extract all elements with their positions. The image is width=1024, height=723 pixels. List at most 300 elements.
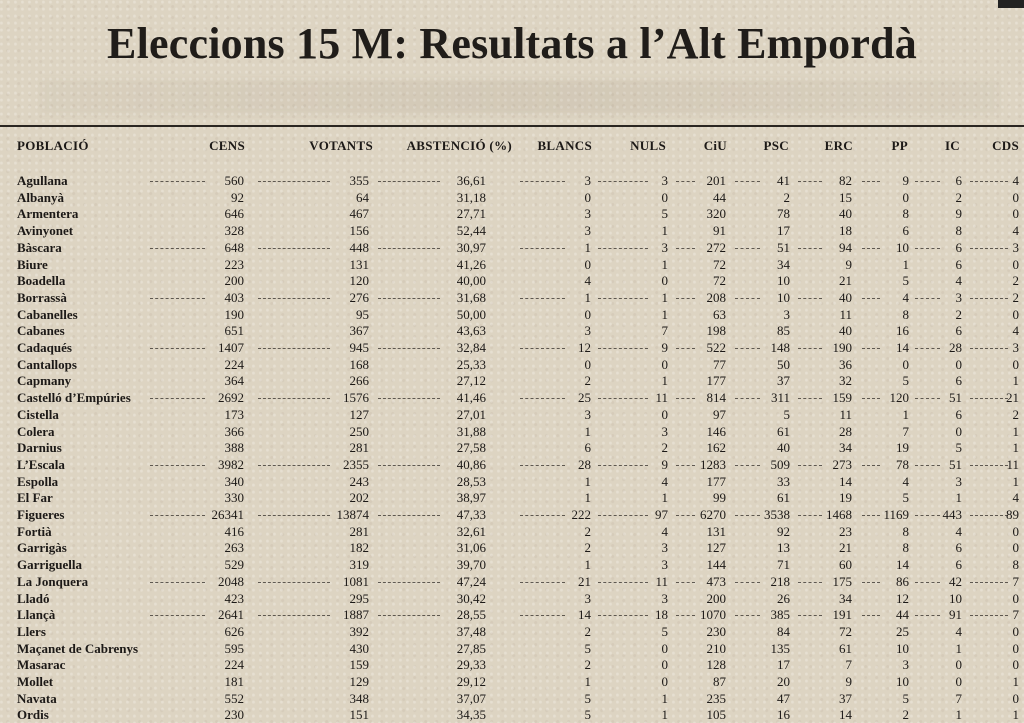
cell-erc: 7 xyxy=(845,657,852,673)
cell-votants: 281 xyxy=(349,440,369,456)
cell-abstencio: 31,18 xyxy=(456,189,486,205)
cell-cens: 223 xyxy=(224,256,244,272)
cell-abstencio: 27,71 xyxy=(456,206,486,222)
table-row xyxy=(0,172,1024,189)
cell-votants: 276 xyxy=(349,289,369,305)
cell-cens: 366 xyxy=(224,423,244,439)
cell-pp: 86 xyxy=(896,573,909,589)
cell-nuls: 0 xyxy=(661,674,668,689)
cell-cens: 651 xyxy=(224,323,244,339)
leader-line xyxy=(915,398,940,399)
cell-blancs: 4 xyxy=(584,273,591,289)
cell-abstencio: 41,46 xyxy=(456,390,486,406)
cell-blancs: 28 xyxy=(578,456,591,472)
cell-ic: 7 xyxy=(955,690,962,706)
cell-ciu: 473 xyxy=(706,573,726,589)
cell-psc: 34 xyxy=(777,256,790,272)
cell-nuls: 9 xyxy=(661,340,668,355)
table-row xyxy=(0,372,1024,389)
cell-ciu: 177 xyxy=(706,373,726,389)
cell-psc: 16 xyxy=(777,707,790,723)
cell-cds: 4 xyxy=(1012,323,1019,339)
cell-ciu: 144 xyxy=(706,557,726,573)
cell-psc: 218 xyxy=(770,573,790,589)
page-title: Eleccions 15 M: Resultats a l’Alt Empordà xyxy=(107,19,917,68)
cell-blancs: 14 xyxy=(578,607,591,623)
cell-erc: 15 xyxy=(839,189,852,205)
cell-cens: 416 xyxy=(224,523,244,539)
cell-votants: 266 xyxy=(349,373,369,389)
municipality-name: Espolla xyxy=(17,473,59,489)
cell-ic: 443 xyxy=(942,507,962,522)
cell-votants: 13874 xyxy=(336,507,369,522)
cell-cds: 3 xyxy=(1012,340,1019,355)
cell-blancs: 2 xyxy=(584,657,591,673)
leader-line xyxy=(915,248,940,249)
leader-line xyxy=(676,248,695,249)
leader-line xyxy=(258,465,330,466)
cell-pp: 5 xyxy=(902,273,909,289)
cell-ciu: 63 xyxy=(713,306,726,322)
cell-pp: 10 xyxy=(896,239,909,255)
cell-cens: 3982 xyxy=(218,456,244,472)
cell-psc: 71 xyxy=(777,557,790,573)
cell-erc: 21 xyxy=(839,540,852,556)
leader-line xyxy=(150,582,205,583)
cell-cds: 1 xyxy=(1012,440,1019,456)
cell-ic: 4 xyxy=(955,523,962,539)
leader-line xyxy=(150,298,205,299)
column-header-pp: PP xyxy=(891,138,908,153)
cell-votants: 348 xyxy=(349,690,369,706)
cell-psc: 3 xyxy=(783,306,790,322)
cell-cds: 11 xyxy=(1006,456,1019,472)
cell-cens: 648 xyxy=(224,239,244,255)
cell-erc: 40 xyxy=(839,289,852,305)
cell-pp: 19 xyxy=(896,440,909,456)
cell-pp: 16 xyxy=(896,323,909,339)
cell-pp: 8 xyxy=(902,523,909,539)
cell-blancs: 3 xyxy=(584,590,591,606)
cell-cens: 595 xyxy=(224,640,244,656)
cell-nuls: 3 xyxy=(661,557,668,573)
cell-abstencio: 27,58 xyxy=(456,440,486,456)
cell-ciu: 814 xyxy=(706,390,726,406)
leader-line xyxy=(676,465,695,466)
leader-line xyxy=(598,181,648,182)
leader-line xyxy=(598,615,648,616)
cell-nuls: 0 xyxy=(661,189,668,205)
cell-ic: 3 xyxy=(955,473,962,489)
cell-blancs: 2 xyxy=(584,373,591,389)
table-row xyxy=(0,289,1024,306)
leader-line xyxy=(862,515,880,516)
cell-abstencio: 39,70 xyxy=(456,557,486,573)
cell-ciu: 1283 xyxy=(700,456,726,472)
cell-blancs: 1 xyxy=(584,289,591,305)
leader-line xyxy=(378,248,440,249)
cell-nuls: 1 xyxy=(661,707,668,723)
leader-line xyxy=(150,465,205,466)
cell-cds: 4 xyxy=(1012,490,1019,506)
cell-cds: 1 xyxy=(1012,373,1019,389)
cell-psc: 2 xyxy=(783,189,790,205)
cell-psc: 10 xyxy=(777,273,790,289)
cell-votants: 430 xyxy=(349,640,369,656)
cell-pp: 12 xyxy=(896,590,909,606)
cell-pp: 10 xyxy=(896,640,909,656)
cell-ciu: 272 xyxy=(706,239,726,255)
table-row xyxy=(0,189,1024,206)
municipality-name: Figueres xyxy=(17,507,65,522)
table-row xyxy=(0,272,1024,289)
cell-pp: 4 xyxy=(902,289,909,305)
cell-pp: 1169 xyxy=(883,507,909,522)
municipality-name: Navata xyxy=(17,690,57,706)
cell-cds: 0 xyxy=(1012,356,1019,372)
cell-blancs: 6 xyxy=(584,440,591,456)
municipality-name: Cantallops xyxy=(17,356,77,372)
cell-pp: 5 xyxy=(902,690,909,706)
cell-cds: 0 xyxy=(1012,306,1019,322)
cell-nuls: 1 xyxy=(661,306,668,322)
table-row xyxy=(0,539,1024,556)
leader-line xyxy=(798,515,822,516)
cell-nuls: 0 xyxy=(661,657,668,673)
cell-psc: 17 xyxy=(777,657,790,673)
leader-line xyxy=(378,181,440,182)
municipality-name: L’Escala xyxy=(17,456,65,472)
cell-cens: 200 xyxy=(224,273,244,289)
municipality-name: Cabanes xyxy=(17,323,65,339)
leader-line xyxy=(798,348,822,349)
cell-pp: 2 xyxy=(902,707,909,723)
cell-ic: 0 xyxy=(955,356,962,372)
leader-line xyxy=(970,398,1008,399)
table-row xyxy=(0,389,1024,406)
column-header-blancs: BLANCS xyxy=(537,138,592,153)
cell-ic: 51 xyxy=(949,456,962,472)
cell-abstencio: 30,97 xyxy=(456,239,486,255)
municipality-name: Llers xyxy=(17,623,46,639)
leader-line xyxy=(862,615,880,616)
cell-votants: 129 xyxy=(349,674,369,689)
cell-erc: 159 xyxy=(832,390,852,406)
leader-line xyxy=(915,348,940,349)
leader-line xyxy=(378,582,440,583)
leader-line xyxy=(520,465,565,466)
column-header-abstencio: ABSTENCIÓ (%) xyxy=(406,138,512,153)
cell-erc: 40 xyxy=(839,206,852,222)
column-header-ciu: CiU xyxy=(703,138,727,153)
cell-blancs: 1 xyxy=(584,557,591,573)
cell-psc: 61 xyxy=(777,490,790,506)
municipality-name: Boadella xyxy=(17,273,66,289)
cell-abstencio: 47,24 xyxy=(456,573,486,589)
leader-line xyxy=(735,515,760,516)
cell-cds: 1 xyxy=(1012,473,1019,489)
cell-abstencio: 32,61 xyxy=(456,523,486,539)
municipality-name: Bàscara xyxy=(17,239,62,255)
table-row xyxy=(0,606,1024,623)
municipality-name: Biure xyxy=(17,256,48,272)
cell-nuls: 1 xyxy=(661,373,668,389)
cell-abstencio: 29,12 xyxy=(456,674,486,689)
cell-cds: 1 xyxy=(1012,707,1019,723)
cell-blancs: 0 xyxy=(584,256,591,272)
municipality-name: Darnius xyxy=(17,440,62,456)
cell-ic: 0 xyxy=(955,657,962,673)
municipality-name: Lladó xyxy=(17,590,50,606)
cell-ciu: 210 xyxy=(706,640,726,656)
leader-line xyxy=(862,248,880,249)
table-row xyxy=(0,456,1024,473)
cell-ic: 28 xyxy=(949,340,962,355)
cell-nuls: 1 xyxy=(661,490,668,506)
cell-blancs: 5 xyxy=(584,707,591,723)
cell-pp: 120 xyxy=(889,390,909,406)
leader-line xyxy=(258,181,330,182)
cell-abstencio: 28,53 xyxy=(456,473,486,489)
cell-abstencio: 27,01 xyxy=(456,406,486,422)
leader-line xyxy=(150,181,205,182)
cell-erc: 82 xyxy=(839,173,852,188)
cell-blancs: 2 xyxy=(584,523,591,539)
cell-votants: 295 xyxy=(349,590,369,606)
leader-line xyxy=(862,398,880,399)
leader-line xyxy=(862,181,880,182)
cell-ciu: 146 xyxy=(706,423,726,439)
cell-pp: 3 xyxy=(902,657,909,673)
cell-psc: 385 xyxy=(770,607,790,623)
cell-abstencio: 31,06 xyxy=(456,540,486,556)
leader-line xyxy=(798,615,822,616)
leader-line xyxy=(520,298,565,299)
leader-line xyxy=(735,582,760,583)
cell-cds: 2 xyxy=(1012,273,1019,289)
cell-abstencio: 47,33 xyxy=(456,507,486,522)
cell-pp: 4 xyxy=(902,473,909,489)
cell-psc: 61 xyxy=(777,423,790,439)
table-row xyxy=(0,306,1024,323)
table-row xyxy=(0,556,1024,573)
cell-erc: 32 xyxy=(839,373,852,389)
cell-cds: 0 xyxy=(1012,623,1019,639)
cell-pp: 8 xyxy=(902,306,909,322)
cell-ciu: 6270 xyxy=(700,507,726,522)
cell-votants: 243 xyxy=(349,473,369,489)
cell-erc: 19 xyxy=(839,490,852,506)
cell-psc: 509 xyxy=(770,456,790,472)
cell-cens: 423 xyxy=(224,590,244,606)
cell-cds: 1 xyxy=(1012,423,1019,439)
cell-abstencio: 31,88 xyxy=(456,423,486,439)
municipality-name: Cadaqués xyxy=(17,340,72,355)
leader-line xyxy=(598,465,648,466)
cell-cds: 7 xyxy=(1012,573,1019,589)
cell-abstencio: 27,85 xyxy=(456,640,486,656)
cell-erc: 1468 xyxy=(826,507,852,522)
cell-psc: 78 xyxy=(777,206,790,222)
cell-pp: 8 xyxy=(902,540,909,556)
cell-nuls: 3 xyxy=(661,173,668,188)
table-row xyxy=(0,339,1024,356)
cell-nuls: 1 xyxy=(661,289,668,305)
cell-ic: 91 xyxy=(949,607,962,623)
leader-line xyxy=(598,582,648,583)
cell-blancs: 3 xyxy=(584,223,591,239)
leader-line xyxy=(676,348,695,349)
cell-abstencio: 50,00 xyxy=(456,306,486,322)
cell-ciu: 87 xyxy=(713,674,726,689)
leader-line xyxy=(915,615,940,616)
cell-nuls: 3 xyxy=(661,540,668,556)
leader-line xyxy=(258,248,330,249)
cell-blancs: 5 xyxy=(584,640,591,656)
cell-erc: 94 xyxy=(839,239,852,255)
cell-blancs: 3 xyxy=(584,173,591,188)
cell-nuls: 97 xyxy=(655,507,668,522)
leader-line xyxy=(676,582,695,583)
cell-cens: 181 xyxy=(224,674,244,689)
column-header-nuls: NULS xyxy=(630,138,666,153)
cell-cens: 224 xyxy=(224,657,244,673)
cell-ic: 51 xyxy=(949,390,962,406)
leader-line xyxy=(150,398,205,399)
leader-line xyxy=(520,515,565,516)
leader-line xyxy=(676,615,695,616)
table-row xyxy=(0,673,1024,690)
cell-cds: 0 xyxy=(1012,657,1019,673)
cell-blancs: 1 xyxy=(584,423,591,439)
cell-ciu: 200 xyxy=(706,590,726,606)
cell-psc: 33 xyxy=(777,473,790,489)
cell-erc: 72 xyxy=(839,623,852,639)
cell-cds: 0 xyxy=(1012,590,1019,606)
leader-line xyxy=(676,298,695,299)
municipality-name: Cabanelles xyxy=(17,306,78,322)
table-row xyxy=(0,706,1024,723)
cell-cens: 529 xyxy=(224,557,244,573)
cell-nuls: 1 xyxy=(661,690,668,706)
leader-line xyxy=(970,348,1008,349)
leader-line xyxy=(598,398,648,399)
cell-ic: 0 xyxy=(955,674,962,689)
cell-ic: 9 xyxy=(955,206,962,222)
cell-ic: 3 xyxy=(955,289,962,305)
cell-cens: 626 xyxy=(224,623,244,639)
cell-ciu: 235 xyxy=(706,690,726,706)
leader-line xyxy=(970,181,1008,182)
cell-cens: 173 xyxy=(224,406,244,422)
cell-votants: 281 xyxy=(349,523,369,539)
leader-line xyxy=(598,515,648,516)
cell-erc: 191 xyxy=(832,607,852,623)
cell-blancs: 222 xyxy=(571,507,591,522)
cell-nuls: 2 xyxy=(661,440,668,456)
table-row xyxy=(0,523,1024,540)
cell-erc: 11 xyxy=(839,306,852,322)
leader-line xyxy=(520,181,565,182)
leader-line xyxy=(598,298,648,299)
cell-blancs: 1 xyxy=(584,473,591,489)
municipality-name: Armentera xyxy=(17,206,79,222)
cell-erc: 9 xyxy=(845,256,852,272)
leader-line xyxy=(520,615,565,616)
cell-ciu: 131 xyxy=(706,523,726,539)
cell-cds: 0 xyxy=(1012,206,1019,222)
leader-line xyxy=(735,348,760,349)
cell-pp: 5 xyxy=(902,373,909,389)
cell-cds: 1 xyxy=(1012,674,1019,689)
leader-line xyxy=(915,298,940,299)
table-row xyxy=(0,439,1024,456)
table-row xyxy=(0,573,1024,590)
cell-ic: 6 xyxy=(955,540,962,556)
cell-psc: 50 xyxy=(777,356,790,372)
cell-psc: 26 xyxy=(777,590,790,606)
cell-erc: 14 xyxy=(839,473,852,489)
cell-nuls: 0 xyxy=(661,640,668,656)
cell-ciu: 208 xyxy=(706,289,726,305)
leader-line xyxy=(258,398,330,399)
leader-line xyxy=(862,348,880,349)
cell-nuls: 0 xyxy=(661,356,668,372)
cell-nuls: 3 xyxy=(661,239,668,255)
leader-line xyxy=(150,248,205,249)
cell-nuls: 9 xyxy=(661,456,668,472)
cell-ciu: 177 xyxy=(706,473,726,489)
cell-erc: 40 xyxy=(839,323,852,339)
cell-ciu: 201 xyxy=(706,173,726,188)
table-row xyxy=(0,256,1024,273)
municipality-name: Ordis xyxy=(17,707,49,723)
leader-line xyxy=(520,582,565,583)
cell-pp: 8 xyxy=(902,206,909,222)
cell-blancs: 5 xyxy=(584,690,591,706)
municipality-name: Fortià xyxy=(17,523,52,539)
cell-votants: 182 xyxy=(349,540,369,556)
cell-votants: 202 xyxy=(349,490,369,506)
leader-line xyxy=(915,515,940,516)
leader-line xyxy=(970,615,1008,616)
leader-line xyxy=(735,465,760,466)
cell-cens: 2048 xyxy=(218,573,244,589)
cell-ciu: 320 xyxy=(706,206,726,222)
leader-line xyxy=(798,398,822,399)
cell-ciu: 127 xyxy=(706,540,726,556)
table-row xyxy=(0,623,1024,640)
column-header-cds: CDS xyxy=(992,138,1019,153)
cell-abstencio: 34,35 xyxy=(456,707,486,723)
cell-cens: 263 xyxy=(224,540,244,556)
cell-cds: 0 xyxy=(1012,256,1019,272)
leader-line xyxy=(150,515,205,516)
cell-abstencio: 37,07 xyxy=(456,690,486,706)
cell-ciu: 128 xyxy=(706,657,726,673)
cell-ciu: 198 xyxy=(706,323,726,339)
cell-abstencio: 40,00 xyxy=(456,273,486,289)
cell-abstencio: 30,42 xyxy=(456,590,486,606)
cell-erc: 36 xyxy=(839,356,852,372)
table-row xyxy=(0,473,1024,490)
cell-ciu: 72 xyxy=(713,256,726,272)
table-row xyxy=(0,322,1024,339)
cell-abstencio: 41,26 xyxy=(456,256,486,272)
cell-pp: 14 xyxy=(896,340,909,355)
cell-ic: 1 xyxy=(955,490,962,506)
cell-cens: 26341 xyxy=(211,507,244,522)
